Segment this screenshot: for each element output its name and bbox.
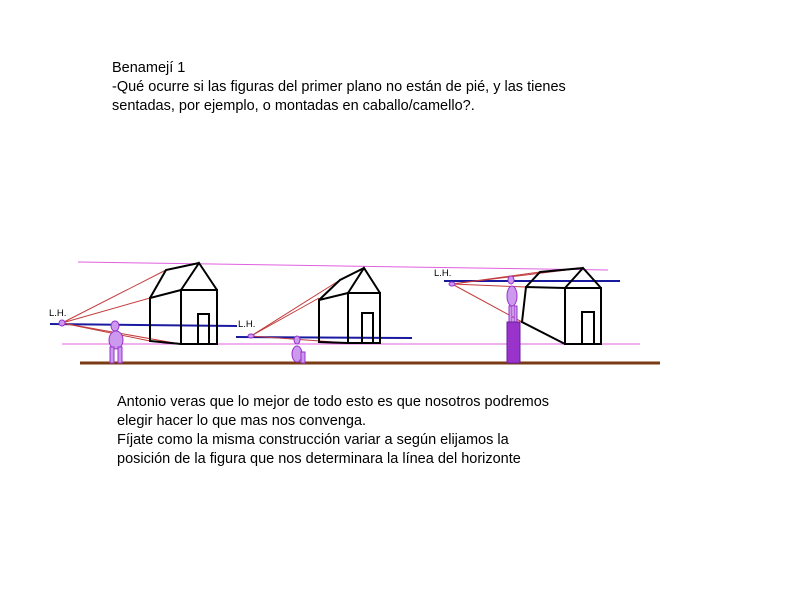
house-3-gable xyxy=(565,268,601,288)
house-2-front-wall xyxy=(348,293,380,343)
footer-line-1: Antonio veras que lo mejor de todo esto es que nosotros podremos xyxy=(117,394,550,410)
scene-1 xyxy=(49,263,237,363)
vanishing-point-3 xyxy=(449,282,455,286)
house-1-gable xyxy=(181,263,217,290)
mount-block xyxy=(507,322,520,363)
house-1-roof xyxy=(150,263,199,298)
vanishing-point-2 xyxy=(248,334,254,338)
header-line-1: -Qué ocurre si las figuras del primer plano no están de pié, y las tienes xyxy=(112,79,566,95)
house-2-side-wall xyxy=(319,293,348,343)
house-2 xyxy=(319,268,380,343)
house-2-gable xyxy=(348,268,380,293)
horizon-label-1: L.H. xyxy=(49,308,67,319)
header-line-2: sentadas, por ejemplo, o montadas en caballo/camello?. xyxy=(112,98,475,114)
scene-3 xyxy=(434,268,620,363)
footer-line-3: Fíjate como la misma construcción variar a según elijamos la xyxy=(117,432,509,448)
house-1 xyxy=(150,263,217,344)
seated-figure-1 xyxy=(109,321,123,363)
footer-line-4: posición de la figura que nos determinara la línea del horizonte xyxy=(117,451,521,467)
house-1-side-wall xyxy=(150,290,181,344)
house-3 xyxy=(522,268,601,344)
house-3-door xyxy=(582,312,594,344)
horizon-label-3: L.H. xyxy=(434,268,452,279)
horizon-label-2: L.H. xyxy=(238,319,256,330)
scene-2 xyxy=(236,268,412,363)
perspective-rays-1 xyxy=(62,270,180,344)
perspective-rays-2 xyxy=(251,280,348,343)
footer-line-2: elegir hacer lo que mas nos convenga. xyxy=(117,413,367,429)
house-3-side-wall xyxy=(522,287,565,344)
footer-text xyxy=(117,393,549,469)
vanishing-point-1 xyxy=(59,320,65,326)
house-1-door xyxy=(198,314,209,344)
header-title: Benamejí 1 xyxy=(112,60,186,76)
top-guide-line xyxy=(78,262,608,270)
